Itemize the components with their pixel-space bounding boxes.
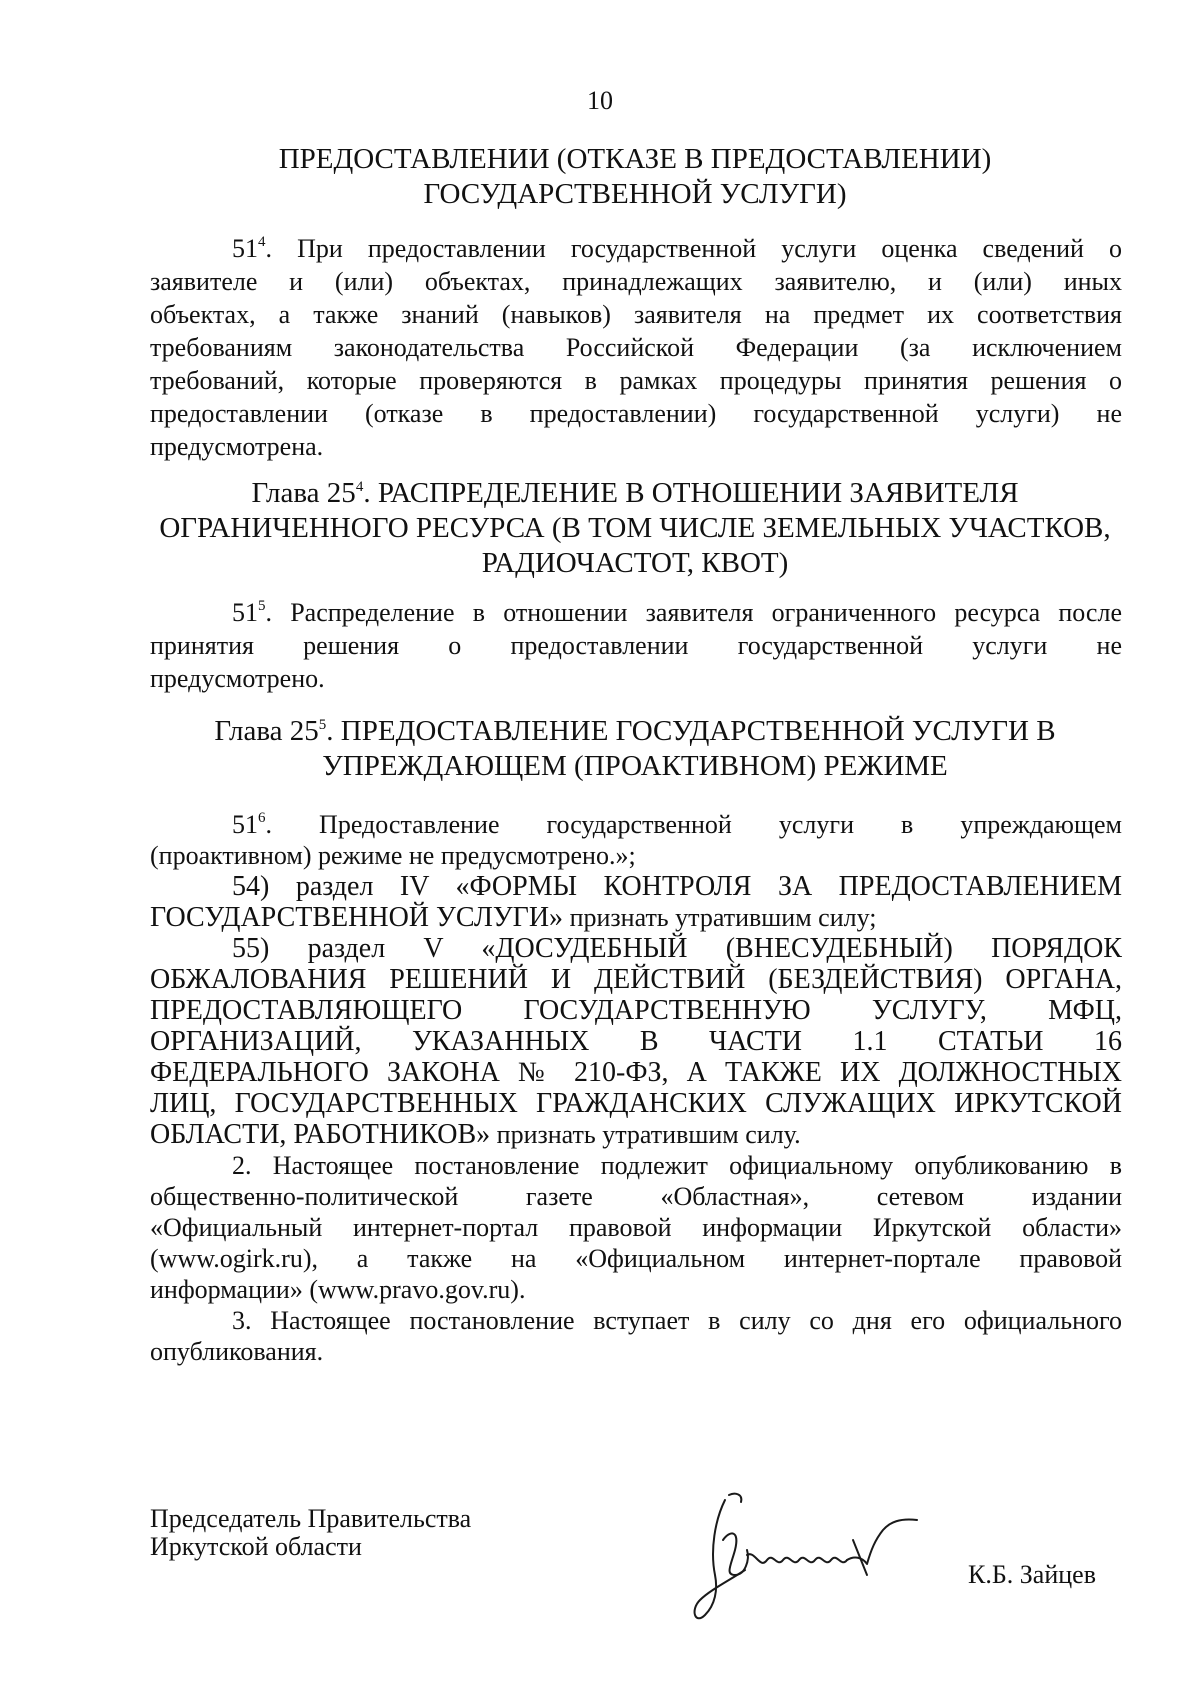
signatory-title-line: Председатель Правительства: [150, 1504, 472, 1533]
paragraph-line: $51^4$. При предоставлении государственной услуги оценка сведений о: [232, 234, 1122, 263]
item-2-line: общественно-политической газете «Областная», сетевом издании: [150, 1182, 1122, 1211]
item-55-line: ПРЕДОСТАВЛЯЮЩЕГО ГОСУДАРСТВЕННУЮ УСЛУГУ, МФЦ,: [150, 995, 1122, 1026]
item-2-line: (www.ogirk.ru), а также на «Официальном интернет-портале правовой: [150, 1244, 1122, 1273]
chapter-heading-25-5: [150, 714, 1120, 784]
paragraph-line: предоставлении (отказе в предоставлении) государственной услуги) не: [150, 399, 1122, 428]
paragraph-line: предусмотрено.: [150, 664, 325, 693]
signatory-name: К.Б. Зайцев: [968, 1560, 1096, 1589]
page-number: 10: [587, 86, 613, 115]
item-3-line: 3. Настоящее постановление вступает в силу со дня его официального: [232, 1306, 1122, 1335]
item-3-line: опубликования.: [150, 1337, 324, 1366]
item-55-line: ОРГАНИЗАЦИЙ, УКАЗАННЫХ В ЧАСТИ 1.1 СТАТЬИ 16: [150, 1026, 1122, 1057]
paragraph-line: (проактивном) режиме не предусмотрено.»;: [150, 841, 636, 870]
paragraph-line: $51^6$. Предоставление государственной услуги в упреждающем: [232, 810, 1122, 839]
item-55-line: ОБЖАЛОВАНИЯ РЕШЕНИЙ И ДЕЙСТВИЙ (БЕЗДЕЙСТВИЯ) ОРГАНА,: [150, 964, 1122, 995]
item-55-line: ОБЛАСТИ, РАБОТНИКОВ» признать утратившим силу.: [150, 1119, 801, 1150]
paragraph-51-4: [150, 232, 1122, 463]
item-55-line: ЛИЦ, ГОСУДАРСТВЕННЫХ ГРАЖДАНСКИХ СЛУЖАЩИХ ИРКУТСКОЙ: [150, 1088, 1122, 1119]
heading-line: ГОСУДАРСТВЕННОЙ УСЛУГИ): [423, 178, 847, 210]
heading-line: ОГРАНИЧЕННОГО РЕСУРСА (В ТОМ ЧИСЛЕ ЗЕМЕЛЬНЫХ УЧАСТКОВ,: [159, 512, 1111, 544]
paragraph-line: $51^5$. Распределение в отношении заявителя ограниченного ресурса после: [232, 598, 1122, 627]
paragraph-51-5: [150, 596, 1122, 695]
amendments-block: [150, 809, 1122, 1367]
heading-line: РАДИОЧАСТОТ, КВОТ): [481, 547, 789, 579]
signatory-title: [150, 1505, 471, 1561]
paragraph-line: требованиям законодательства Российской Федерации (за исключением: [150, 333, 1122, 362]
heading-line: Глава $25^4$. РАСПРЕДЕЛЕНИЕ В ОТНОШЕНИИ ЗАЯВИТЕЛЯ: [251, 477, 1019, 509]
chapter-heading-25-4: [150, 476, 1120, 581]
item-2-line: 2. Настоящее постановление подлежит официальному опубликованию в: [232, 1151, 1122, 1180]
section-heading-continued: [150, 142, 1120, 212]
item-54-line: ГОСУДАРСТВЕННОЙ УСЛУГИ» признать утратившим силу;: [150, 902, 877, 933]
item-2-line: «Официальный интернет-портал правовой информации Иркутской области»: [150, 1213, 1122, 1242]
heading-line: ПРЕДОСТАВЛЕНИИ (ОТКАЗЕ В ПРЕДОСТАВЛЕНИИ): [278, 143, 992, 175]
paragraph-line: требований, которые проверяются в рамках процедуры принятия решения о: [150, 366, 1122, 395]
item-2-line: информации» (www.pravo.gov.ru).: [150, 1275, 526, 1304]
item-55-line: ФЕДЕРАЛЬНОГО ЗАКОНА № 210-ФЗ, А ТАКЖЕ ИХ ДОЛЖНОСТНЫХ: [150, 1057, 1122, 1088]
heading-line: Глава $25^5$. ПРЕДОСТАВЛЕНИЕ ГОСУДАРСТВЕННОЙ УСЛУГИ В: [214, 715, 1056, 747]
paragraph-line: заявителе и (или) объектах, принадлежащих заявителю, и (или) иных: [150, 267, 1122, 296]
heading-line: УПРЕЖДАЮЩЕМ (ПРОАКТИВНОМ) РЕЖИМЕ: [322, 750, 948, 782]
paragraph-line: предусмотрена.: [150, 432, 324, 461]
item-54-line: 54) раздел IV «ФОРМЫ КОНТРОЛЯ ЗА ПРЕДОСТАВЛЕНИЕМ: [232, 871, 1122, 902]
signatory-title-line: Иркутской области: [150, 1532, 362, 1561]
paragraph-line: объектах, а также знаний (навыков) заявителя на предмет их соответствия: [150, 300, 1122, 329]
item-55-line: 55) раздел V «ДОСУДЕБНЫЙ (ВНЕСУДЕБНЫЙ) ПОРЯДОК: [232, 933, 1122, 964]
handwritten-signature: [685, 1480, 945, 1630]
paragraph-line: принятия решения о предоставлении государственной услуги не: [150, 631, 1122, 660]
